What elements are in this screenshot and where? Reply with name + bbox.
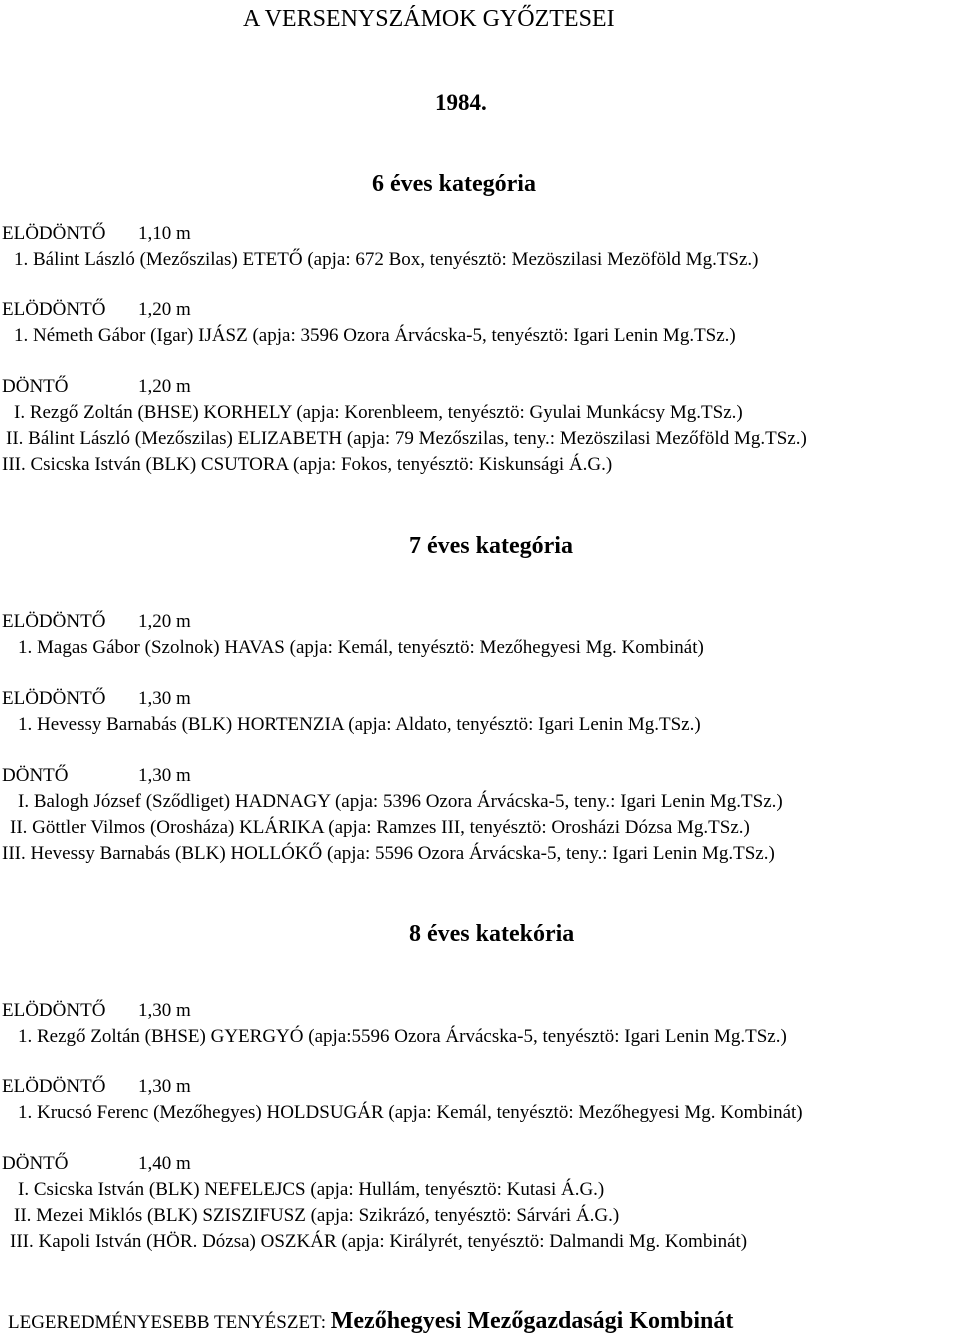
result-line: I. Rezgő Zoltán (BHSE) KORHELY (apja: Korenbleem, tenyésztö: Gyulai Munkácsy Mg.TSz.) [14,402,743,423]
stage-height: 1,20 m [138,299,191,320]
result-line: I. Balogh József (Sződliget) HADNAGY (apja: 5396 Ozora Árvácska-5, teny.: Igari Lenin Mg.TSz.) [18,791,783,812]
category-heading-6: 6 éves kategória [372,171,536,197]
stage-label: ELÖDÖNTŐ [2,1076,106,1097]
stage-label: ELÖDÖNTŐ [2,611,106,632]
stage-height: 1,30 m [138,688,191,709]
category-heading-7: 7 éves kategória [409,533,573,559]
stage-label: ELÖDÖNTŐ [2,688,106,709]
result-line: 1. Németh Gábor (Igar) IJÁSZ (apja: 3596 Ozora Árvácska-5, tenyésztö: Igari Lenin Mg.TSz.) [14,325,736,346]
stage-height: 1,30 m [138,1076,191,1097]
result-line: II. Göttler Vilmos (Orosháza) KLÁRIKA (apja: Ramzes III, tenyésztö: Orosházi Dózsa Mg.TSz.) [10,817,750,838]
result-line: 1. Magas Gábor (Szolnok) HAVAS (apja: Kemál, tenyésztö: Mezőhegyesi Mg. Kombinát) [18,637,704,658]
stage-label: ELÖDÖNTŐ [2,223,106,244]
stage-height: 1,10 m [138,223,191,244]
result-line: 1. Rezgő Zoltán (BHSE) GYERGYÓ (apja:5596 Ozora Árvácska-5, tenyésztö: Igari Lenin Mg.TSz.) [18,1026,787,1047]
result-line: 1. Bálint László (Mezőszilas) ETETŐ (apja: 672 Box, tenyésztö: Mezöszilasi Mezöföld Mg.TSz.) [14,249,759,270]
category-heading-8: 8 éves katekória [409,921,575,947]
stage-label: DÖNTŐ [2,1153,69,1174]
stage-label: DÖNTŐ [2,376,69,397]
stage-label: ELÖDÖNTŐ [2,299,106,320]
result-line: III. Csicska István (BLK) CSUTORA (apja: Fokos, tenyésztö: Kiskunsági Á.G.) [2,454,613,475]
result-line: II. Bálint László (Mezőszilas) ELIZABETH (apja: 79 Mezőszilas, teny.: Mezöszilasi Mezőföld Mg.TSz.) [6,428,807,449]
stage-height: 1,20 m [138,376,191,397]
stage-height: 1,40 m [138,1153,191,1174]
stage-label: DÖNTŐ [2,765,69,786]
result-line: II. Mezei Miklós (BLK) SZISZIFUSZ (apja: Szikrázó, tenyésztö: Sárvári Á.G.) [14,1205,620,1226]
stage-height: 1,30 m [138,1000,191,1021]
result-line: 1. Hevessy Barnabás (BLK) HORTENZIA (apja: Aldato, tenyésztö: Igari Lenin Mg.TSz.) [18,714,701,735]
best-breeder-value: Mezőhegyesi Mezőgazdasági Kombinát [330,1308,734,1334]
result-line: I. Csicska István (BLK) NEFELEJCS (apja: Hullám, tenyésztö: Kutasi Á.G.) [18,1179,605,1200]
stage-height: 1,30 m [138,765,191,786]
page-title: A VERSENYSZÁMOK GYŐZTESEI [243,6,615,32]
result-line: III. Hevessy Barnabás (BLK) HOLLÓKŐ (apja: 5596 Ozora Árvácska-5, teny.: Igari Lenin Mg.TSz.) [2,843,775,864]
stage-height: 1,20 m [138,611,191,632]
year-heading: 1984. [435,90,487,115]
best-breeder-line [8,1309,733,1333]
stage-label: ELÖDÖNTŐ [2,1000,106,1021]
best-breeder-label: LEGEREDMÉNYESEBB TENYÉSZET: [8,1312,326,1333]
result-line: III. Kapoli István (HÖR. Dózsa) OSZKÁR (apja: Királyrét, tenyésztö: Dalmandi Mg. Kombinát) [10,1231,748,1252]
result-line: 1. Krucsó Ferenc (Mezőhegyes) HOLDSUGÁR (apja: Kemál, tenyésztö: Mezőhegyesi Mg. Kombinát) [18,1102,803,1123]
